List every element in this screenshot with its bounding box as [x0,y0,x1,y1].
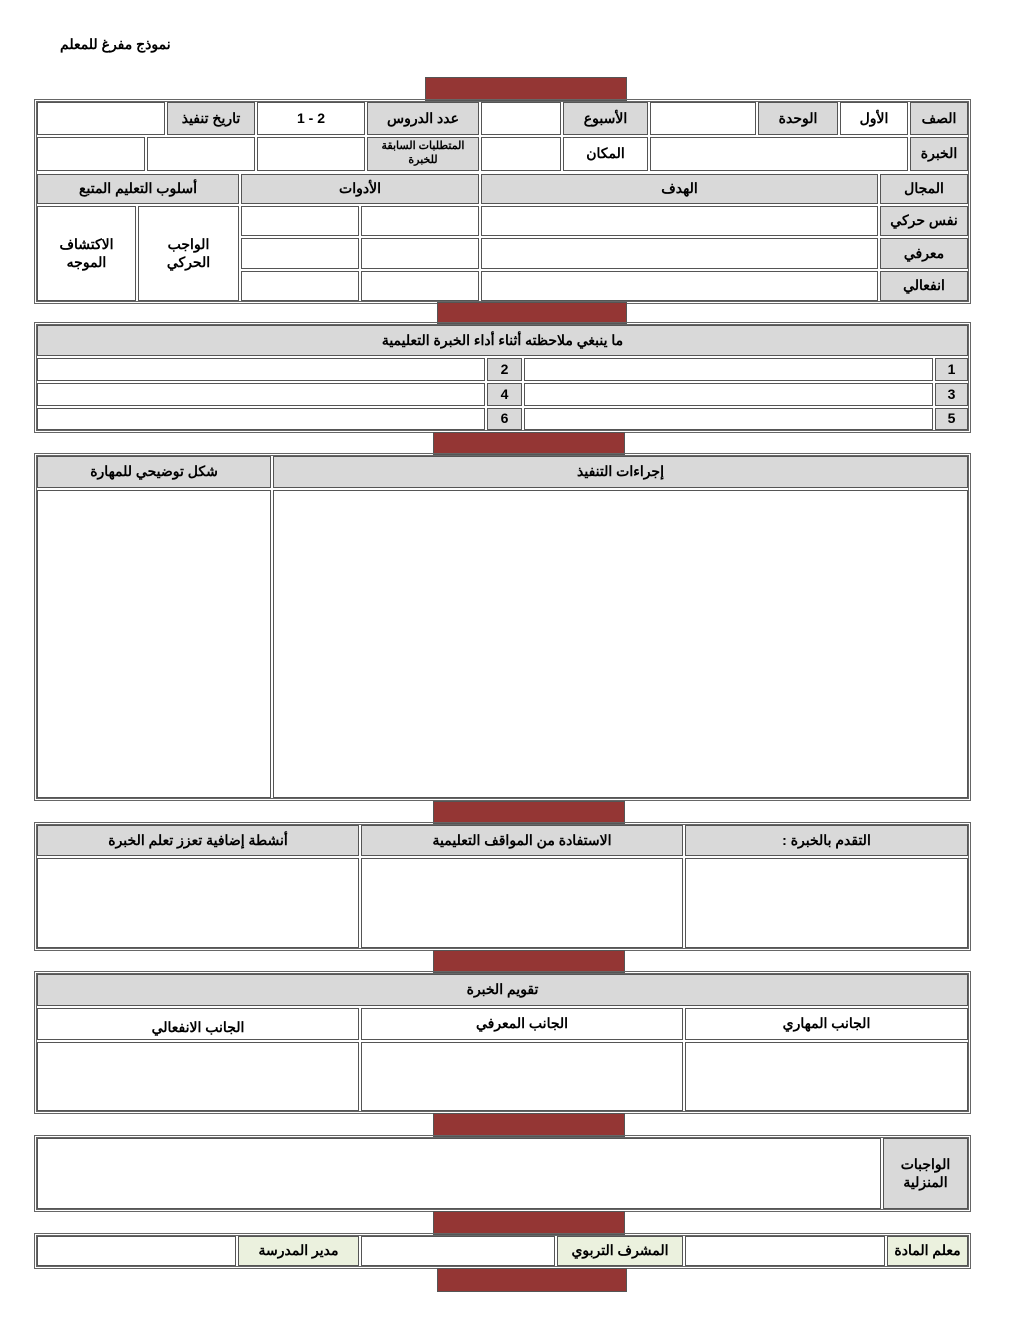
principal-signature-field[interactable] [37,1236,236,1266]
observation-field[interactable] [524,383,933,406]
prereq-label: المتطلبات السابقة للخبرة [367,137,479,171]
section-divider [433,801,625,824]
date-label: تاريخ تنفيذ [167,102,255,135]
principal-label: مدير المدرسة [238,1236,359,1266]
method-header: أسلوب التعليم المتبع [37,174,239,204]
skill-label: الجانب المهاري [685,1008,968,1040]
benefit-field[interactable] [361,858,683,948]
row-number: 5 [935,408,968,430]
unit-field[interactable] [650,102,756,135]
method-motor-task: الواجب الحركي [138,206,239,301]
row-number: 2 [487,358,522,381]
procedure-header: إجراءات التنفيذ [273,456,968,488]
tools-header: الأدوات [241,174,479,204]
section-divider [433,1113,625,1137]
observation-field[interactable] [37,383,485,406]
row-number: 1 [935,358,968,381]
grade-value[interactable]: الأول [840,102,908,135]
skill-field[interactable] [685,1042,968,1111]
experience-field[interactable] [650,137,908,171]
lessons-label: عدد الدروس [367,102,479,135]
blank-field[interactable] [37,137,145,171]
domain-cognitive: معرفي [880,238,968,269]
observation-field[interactable] [37,358,485,381]
evaluation-header: تقويم الخبرة [37,974,968,1006]
section-divider [425,77,627,101]
experience-label: الخبرة [910,137,968,171]
section-divider [437,1268,627,1292]
week-field[interactable] [481,102,561,135]
teacher-signature-field[interactable] [685,1236,885,1266]
unit-label: الوحدة [758,102,838,135]
tool-field[interactable] [241,206,359,236]
progress-field[interactable] [685,858,968,948]
tool-field[interactable] [361,271,479,301]
domain-header: المجال [880,174,968,204]
observation-field[interactable] [524,358,933,381]
place-label: المكان [563,137,648,171]
week-label: الأسبوع [563,102,648,135]
activities-field[interactable] [37,858,359,948]
supervisor-signature-field[interactable] [361,1236,555,1266]
prereq-field[interactable] [257,137,365,171]
method-guided-discovery: الاكتشاف الموجه [37,206,136,301]
benefit-header: الاستفادة من المواقف التعليمية [361,825,683,856]
row-number: 4 [487,383,522,406]
blank-field[interactable] [147,137,255,171]
goal-field[interactable] [481,238,878,269]
grade-label: الصف [910,102,968,135]
affective-label: الجانب الانفعالي [37,1008,359,1040]
homework-label: الواجبات المنزلية [883,1138,968,1209]
row-number: 3 [935,383,968,406]
row-number: 6 [487,408,522,430]
progress-header: التقدم بالخبرة : [685,825,968,856]
tool-field[interactable] [241,238,359,269]
cognitive-label: الجانب المعرفي [361,1008,683,1040]
tool-field[interactable] [361,206,479,236]
section-divider [433,950,625,973]
illustration-field[interactable] [37,490,271,798]
supervisor-label: المشرف التربوي [557,1236,683,1266]
section-divider [437,302,627,324]
place-field[interactable] [481,137,561,171]
goal-field[interactable] [481,206,878,236]
lessons-value[interactable]: 1 - 2 [257,102,365,135]
homework-field[interactable] [37,1138,881,1209]
tool-field[interactable] [241,271,359,301]
observation-field[interactable] [37,408,485,430]
document-title: نموذج مفرغ للمعلم [60,36,171,52]
goal-field[interactable] [481,271,878,301]
activities-header: أنشطة إضافية تعزز تعلم الخبرة [37,825,359,856]
procedure-field[interactable] [273,490,968,798]
section-divider [433,432,625,455]
illustration-header: شكل توضيحي للمهارة [37,456,271,488]
observation-field[interactable] [524,408,933,430]
domain-psychomotor: نفس حركي [880,206,968,236]
date-field[interactable] [37,102,165,135]
section-divider [433,1211,625,1235]
goal-header: الهدف [481,174,878,204]
affective-field[interactable] [37,1042,359,1111]
teacher-label: معلم المادة [887,1236,968,1266]
cognitive-field[interactable] [361,1042,683,1111]
tool-field[interactable] [361,238,479,269]
domain-affective: انفعالي [880,271,968,301]
observation-header: ما ينبغي ملاحظته أثناء أداء الخبرة التعليمية [37,325,968,356]
